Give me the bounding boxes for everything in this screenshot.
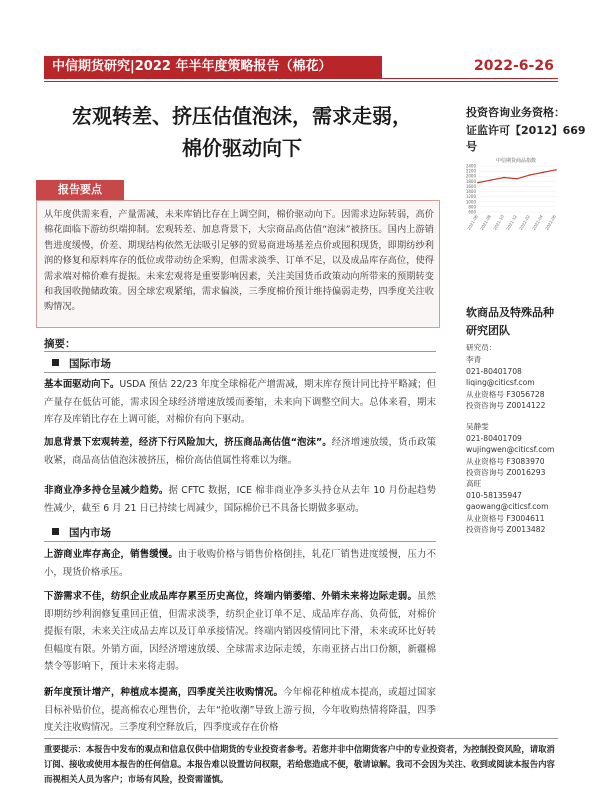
researcher-card <box>466 354 586 412</box>
chart-y-tick-label: 2200 <box>465 168 476 174</box>
researcher-advisory: 投资咨询号 Z0016293 <box>466 468 546 477</box>
researcher-advisory: 投资咨询号 Z0014122 <box>466 401 546 410</box>
chart-data-point <box>542 172 544 174</box>
abstract-label: 摘要： <box>44 338 76 350</box>
researcher-cert: 从业资格号 F3083970 <box>466 456 545 466</box>
section-divider <box>44 372 436 373</box>
chart-x-tick-label: 2021-06 <box>466 214 479 231</box>
researcher-name: 高旺 <box>466 479 482 488</box>
section-bullet-icon <box>52 528 59 535</box>
commodity-index-chart <box>460 160 560 240</box>
section-heading-international: 国际市场 <box>52 356 111 371</box>
researcher-label: 研究员： <box>466 343 497 352</box>
chart-x-ticks <box>466 214 557 231</box>
chart-x-tick-label: 2021-12 <box>505 214 518 231</box>
chart-title: 中信期货商品指数 <box>496 158 537 164</box>
license-number: 证监许可【2012】669 号 <box>466 124 586 153</box>
section-divider <box>44 541 436 542</box>
header-divider <box>44 78 558 79</box>
chart-x-tick-label: 2022-06 <box>544 214 557 231</box>
researcher-advisory: 投资咨询号 Z0013482 <box>466 525 546 534</box>
chart-y-tick-label: 1200 <box>465 194 476 200</box>
report-title-line1: 宏观转差、挤压估值泡沫，需求走弱， <box>72 104 412 128</box>
report-title-line2: 棉价驱动向下 <box>182 136 302 160</box>
researcher-email[interactable]: wujingwen@citicsf.com <box>466 445 555 454</box>
chart-x-tick-label: 2022-04 <box>531 214 544 231</box>
researcher-card <box>466 478 586 536</box>
chart-x-tick-label: 2021-08 <box>479 214 492 231</box>
researcher-cert: 从业资格号 F3056728 <box>466 389 545 399</box>
researcher-email[interactable]: gaowang@citicsf.com <box>466 502 549 511</box>
paragraph-domestic-2: 下游需求不佳，纺织企业成品库存累至历史高位，终端内销萎缩、外销未来将边际走弱。虽然即期纺纱利润修复重回正值，但需求淡季，纺织企业订单不足、成品库存高、负荷低，对棉价提振有限，未来关注成品去库以及订单承接情况。终端内销因疫情同比下滑，未来或环比好转但幅度有限。外销方面，因经济增速放缓、全球需求边际走缓，东南亚挤占出口份额，新疆棉禁令等影响下，预计未来将走弱。 <box>44 591 436 673</box>
chart-y-tick-label: 2400 <box>465 163 476 169</box>
chart-y-tick-label: 1000 <box>465 199 476 205</box>
chart-data-point <box>555 169 557 171</box>
chart-data-point <box>503 177 505 179</box>
paragraph-international-2: 加息背景下宏观转差，经济下行风险加大，挤压商品高估值“泡沫”。经济增速放缓，货币政策收紧，商品高估值泡沫被挤压，棉价高估值属性将难以为继。 <box>44 437 436 466</box>
summary-tag: 报告要点 <box>36 180 124 200</box>
paragraph-international-3: 非商业净多持仓呈减少趋势。据 CFTC 数据，ICE 棉非商业净多头持仓从去年 10 月份起趋势性减少，截至 6 月 21 日已持续七周减少，国际棉价已不具备长期做多驱动。 <box>44 485 436 514</box>
chart-y-tick-label: 1400 <box>465 189 476 195</box>
chart-y-ticks <box>466 164 477 215</box>
qualification-label: 投资咨询业务资格： <box>466 106 565 119</box>
chart-data-point <box>490 179 492 181</box>
chart-y-tick-label: 1800 <box>465 178 476 184</box>
report-date: 2022-6-26 <box>474 58 554 74</box>
researcher-name: 吴静雯 <box>466 422 489 431</box>
researcher-cert: 从业资格号 F3004611 <box>466 513 545 523</box>
researcher-email[interactable]: liqing@citicsf.com <box>466 378 535 387</box>
researcher-name: 李青 <box>466 355 482 364</box>
chart-grid <box>478 166 556 212</box>
researcher-phone: 021-80401709 <box>466 433 522 443</box>
header-divider-thin <box>44 81 558 82</box>
chart-data-point <box>529 174 531 176</box>
chart-y-tick-label: 2000 <box>465 173 476 179</box>
section-bullet-icon <box>52 359 59 366</box>
summary-text: 从年度供需来看，产量需减，未来库销比存在上调空间，棉价驱动向下。因需求边际转弱，高价棉花面临下游纺织端抑制。宏观转差、加息背景下，大宗商品高估值“泡沫”被挤压。国内上游销售进度缓慢，价差、期现结构依然无法吸引足够的贸易商进场基差点价或囤积现货，即期纺纱利润的修复和原料库存的低位或带动纺企采购，但需求淡季、订单不足，以及成品库存高位，使得需求端对棉价难有提振。未来宏观将是重要影响因素，关注美国货币政策动向所带来的预期转变和我国收抛储政策。因全球宏观紧缩，需求偏淡，三季度棉价预计维持偏弱走势，四季度关注收购情况。 <box>44 209 434 313</box>
researcher-card <box>466 421 586 479</box>
abstract-divider <box>44 351 436 352</box>
header-title: 中信期货研究|2022 年半年度策略报告（棉花） <box>52 59 332 74</box>
paragraph-international-1: 基本面驱动向下。USDA 预估 22/23 年度全球棉花产增需减，期末库存预计同比持平略减；但产量存在低估可能，需求因全球经济增速放缓而萎缩，未来向下调整空间大。总体来看，期末库存及库销比存在上调可能，对棉价有向下驱动。 <box>44 379 436 426</box>
chart-y-tick-label: 1600 <box>465 183 476 189</box>
researcher-phone: 010-58135947 <box>466 490 522 500</box>
chart-data-point <box>516 178 518 180</box>
paragraph-domestic-3: 新年度预计增产，种植成本提高，四季度关注收购情况。今年棉花种植成本提高，或超过国家目标补贴价位，提高棉农心理售价，去年“抢收潮”导致上游亏损，今年收购热情将降温，四季度关注收购情况。三季度利空释放后，四季度或存在价格 <box>44 687 436 734</box>
section-heading-domestic: 国内市场 <box>52 525 111 540</box>
paragraph-domestic-1: 上游商业库存高企，销售缓慢。由于收购价格与销售价格倒挂，轧花厂销售进度缓慢，压力不小，现货价格承压。 <box>44 549 436 578</box>
chart-data-point <box>477 182 479 184</box>
team-name-line2: 研究团队 <box>466 324 510 337</box>
researcher-phone: 021-80401708 <box>466 366 522 376</box>
chart-x-tick-label: 2021-10 <box>492 214 505 231</box>
chart-y-tick-label: 800 <box>468 204 476 210</box>
chart-x-tick-label: 2022-02 <box>518 214 531 231</box>
team-name-line1: 软商品及特殊品种 <box>466 306 554 319</box>
disclaimer-text: 重要提示：本报告中发布的观点和信息仅供中信期货的专业投资者参考。若您并非中信期货客户中的专业投资者，为控制投资风险，请取消订阅、接收或使用本报告的任何信息。本报告难以设置访问权限，若给您造成不便，敬请谅解。我司不会因为关注、收到或阅读本报告内容而视相关人员为客户；市场有风险，投资需谨慎。 <box>44 744 555 784</box>
disclaimer-divider <box>44 738 558 739</box>
chart-y-tick-label: 600 <box>468 209 476 215</box>
